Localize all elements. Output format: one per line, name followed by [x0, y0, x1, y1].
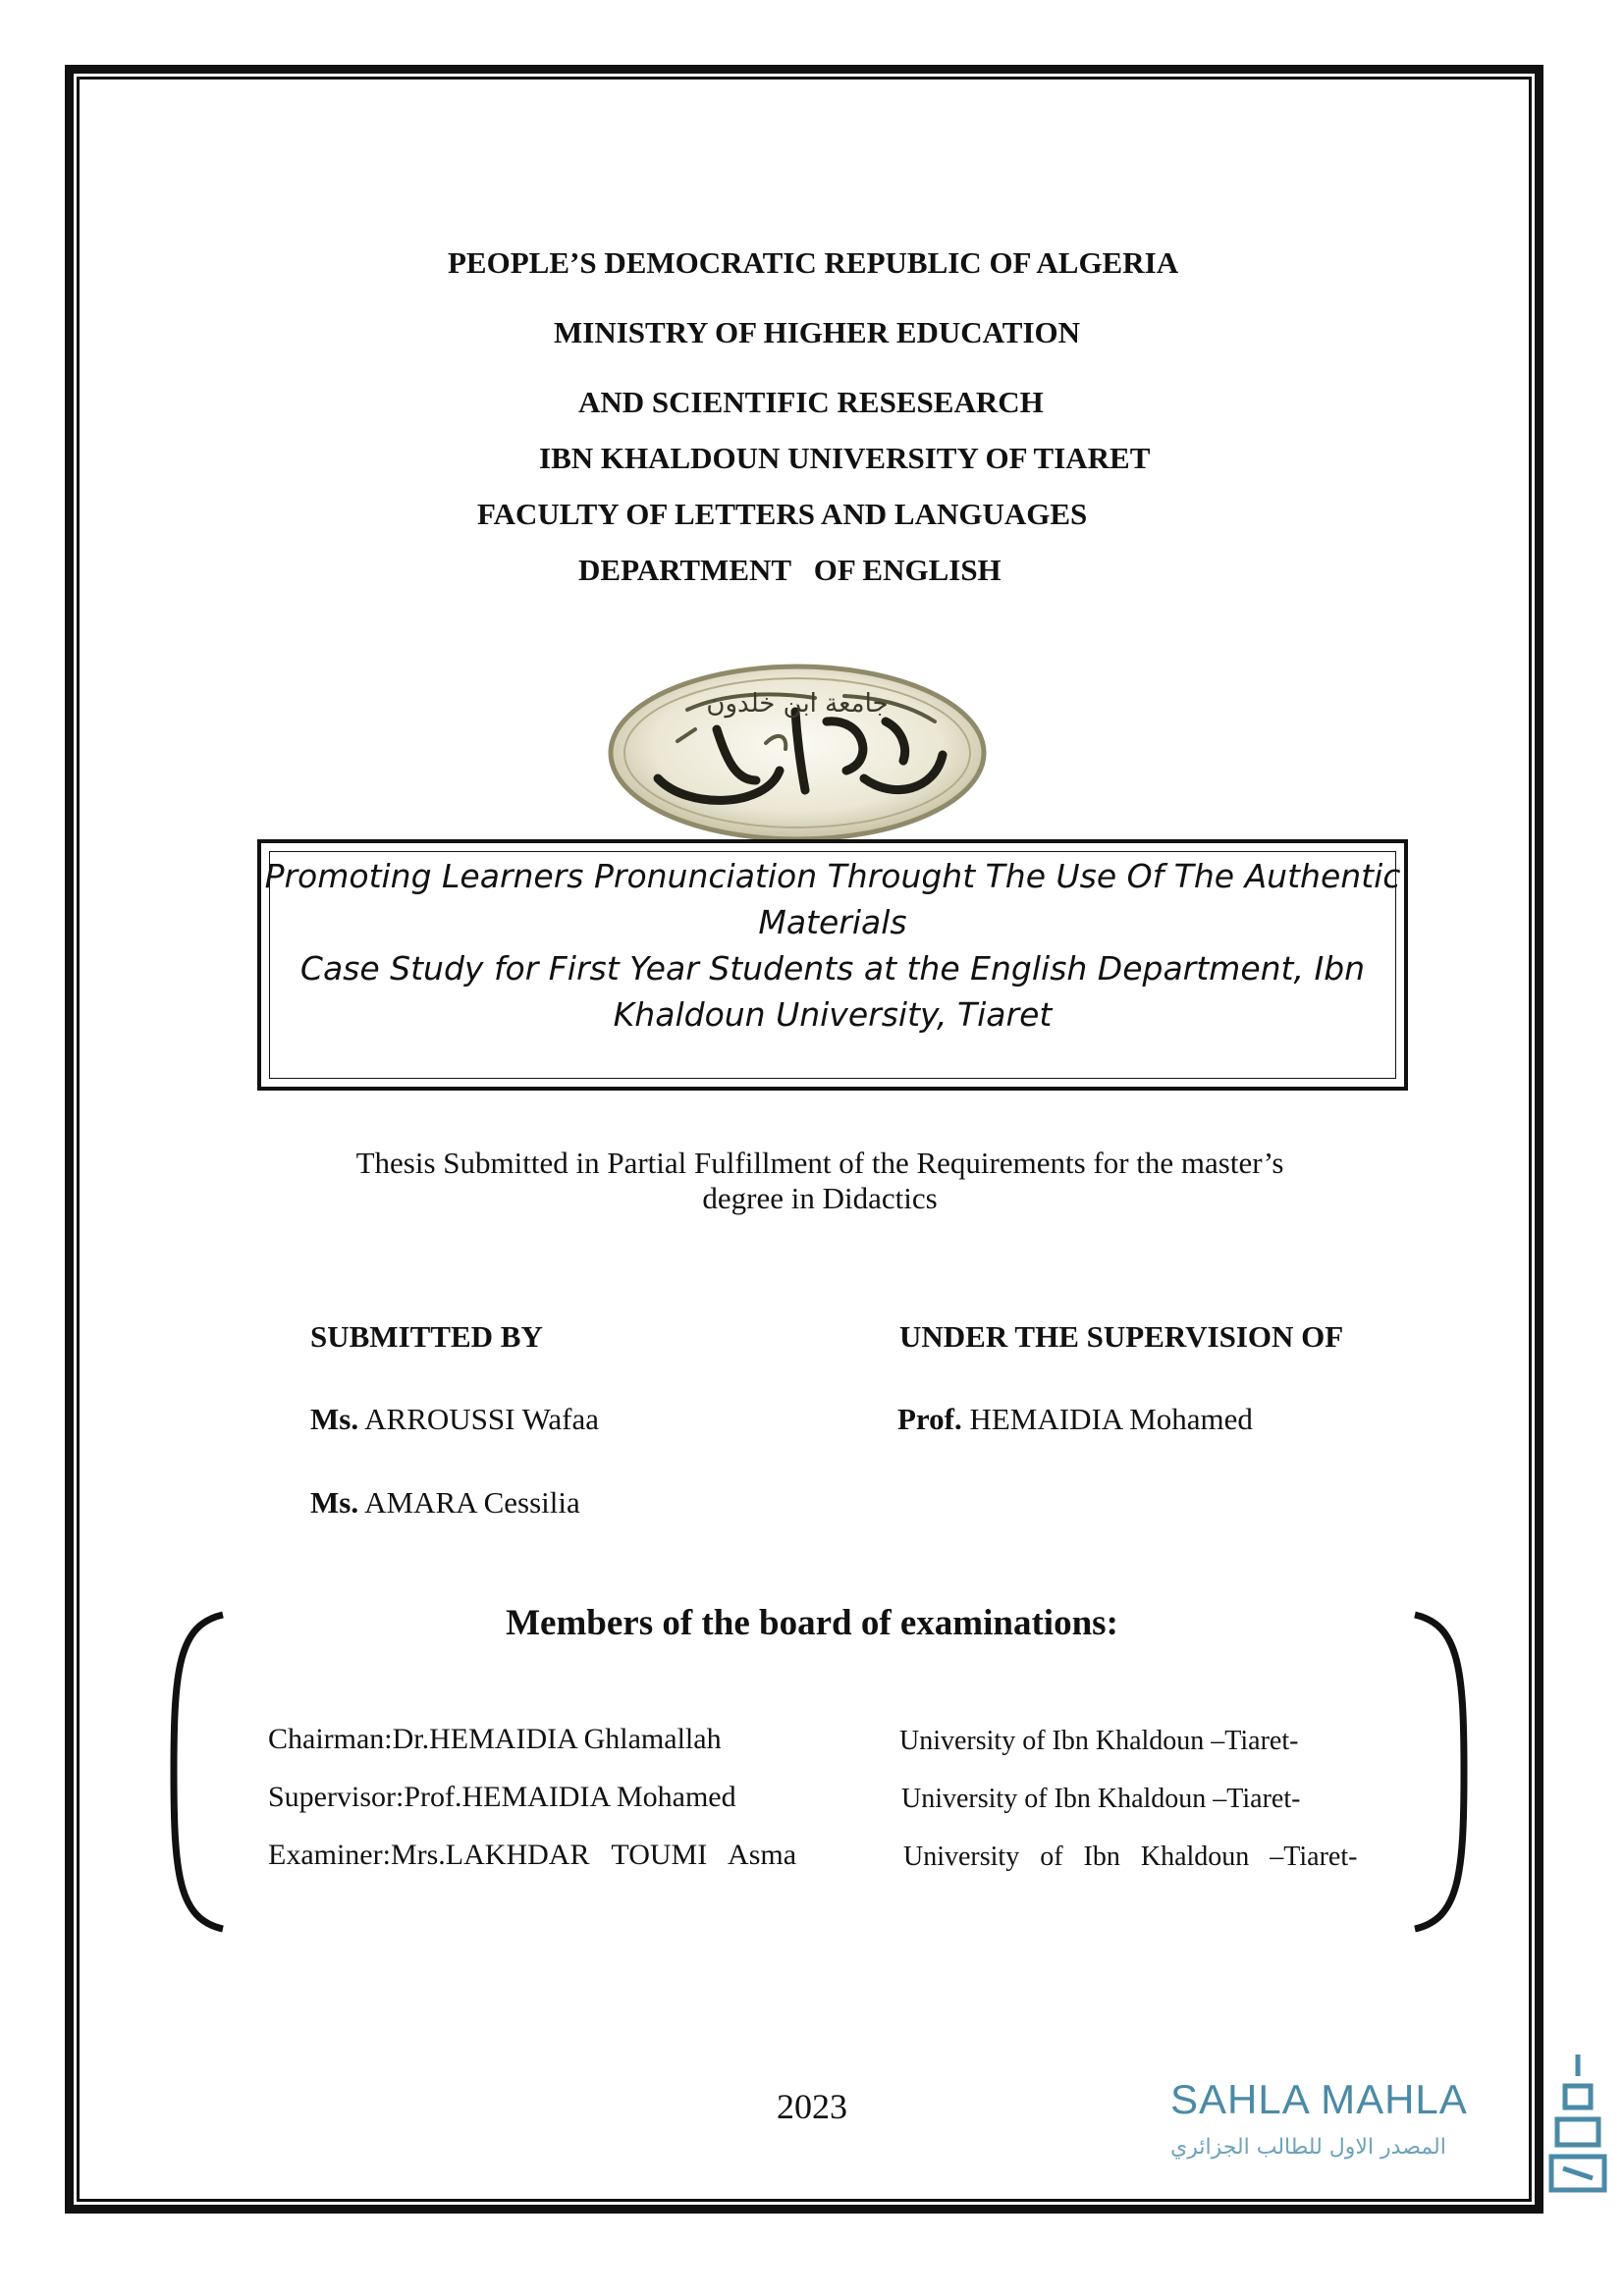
supervisor — [897, 1402, 1253, 1437]
supervisor-title: Prof. — [897, 1402, 962, 1436]
thesis-title-box — [257, 839, 1408, 1091]
thesis-statement-line: Thesis Submitted in Partial Fulfillment of the Requirements for the master’s — [355, 1146, 1284, 1180]
board-member-role: Supervisor:Prof.HEMAIDIA Mohamed — [268, 1781, 736, 1813]
student-1-name: ARROUSSI Wafaa — [364, 1402, 600, 1436]
header-department: DEPARTMENT OF ENGLISH — [578, 553, 1001, 587]
thesis-statement — [255, 1146, 1384, 1216]
board-member-institution: University of Ibn Khaldoun –Tiaret- — [901, 1784, 1301, 1814]
thesis-title — [261, 853, 1404, 1038]
thesis-statement-line: degree in Didactics — [702, 1181, 938, 1215]
thesis-title-line: Promoting Learners Pronunciation Throught The Use Of The Authentic — [264, 857, 1401, 895]
watermark-brand: SAHLA MAHLA — [1170, 2076, 1468, 2122]
student-1-title: Ms. — [310, 1402, 359, 1436]
supervisor-name: HEMAIDIA Mohamed — [969, 1402, 1253, 1436]
right-bracket-icon — [1410, 1610, 1469, 1934]
board-member-institution: University of Ibn Khaldoun –Tiaret- — [899, 1726, 1299, 1756]
board-member-role: Examiner:Mrs.LAKHDAR TOUMI Asma — [268, 1839, 797, 1871]
thesis-subtitle-line: Khaldoun University, Tiaret — [613, 995, 1053, 1034]
board-title: Members of the board of examinations: — [506, 1603, 1118, 1643]
watermark-tagline: المصدر الاول للطالب الجزائري — [1170, 2135, 1446, 2160]
watermark — [1170, 2066, 1524, 2199]
student-1 — [310, 1402, 599, 1437]
header-university: IBN KHALDOUN UNIVERSITY OF TIARET — [539, 441, 1151, 475]
student-2 — [310, 1485, 580, 1521]
thesis-subtitle-line: Case Study for First Year Students at the English Department, Ibn — [299, 949, 1366, 988]
student-2-name: AMARA Cessilia — [364, 1485, 580, 1520]
header-ministry: MINISTRY OF HIGHER EDUCATION — [554, 315, 1081, 349]
thesis-title-line: Materials — [758, 903, 907, 941]
submitted-by-label: SUBMITTED BY — [310, 1319, 543, 1354]
thesis-year: 2023 — [777, 2087, 847, 2126]
sahla-mahla-logo-icon — [1543, 2047, 1612, 2214]
university-emblem-icon — [569, 653, 1021, 849]
student-2-title: Ms. — [310, 1485, 359, 1520]
header-country: PEOPLE’S DEMOCRATIC REPUBLIC OF ALGERIA — [448, 245, 1179, 280]
header-ministry-cont: AND SCIENTIFIC RESESEARCH — [578, 385, 1044, 419]
supervision-label: UNDER THE SUPERVISION OF — [899, 1319, 1344, 1354]
board-member-role: Chairman:Dr.HEMAIDIA Ghlamallah — [268, 1723, 722, 1755]
left-bracket-icon — [169, 1610, 228, 1934]
emblem-calligraphy: جامعة ابن خلدون — [706, 689, 889, 719]
board-member-institution: University of Ibn Khaldoun –Tiaret- — [903, 1842, 1358, 1872]
header-faculty: FACULTY OF LETTERS AND LANGUAGES — [477, 497, 1088, 531]
